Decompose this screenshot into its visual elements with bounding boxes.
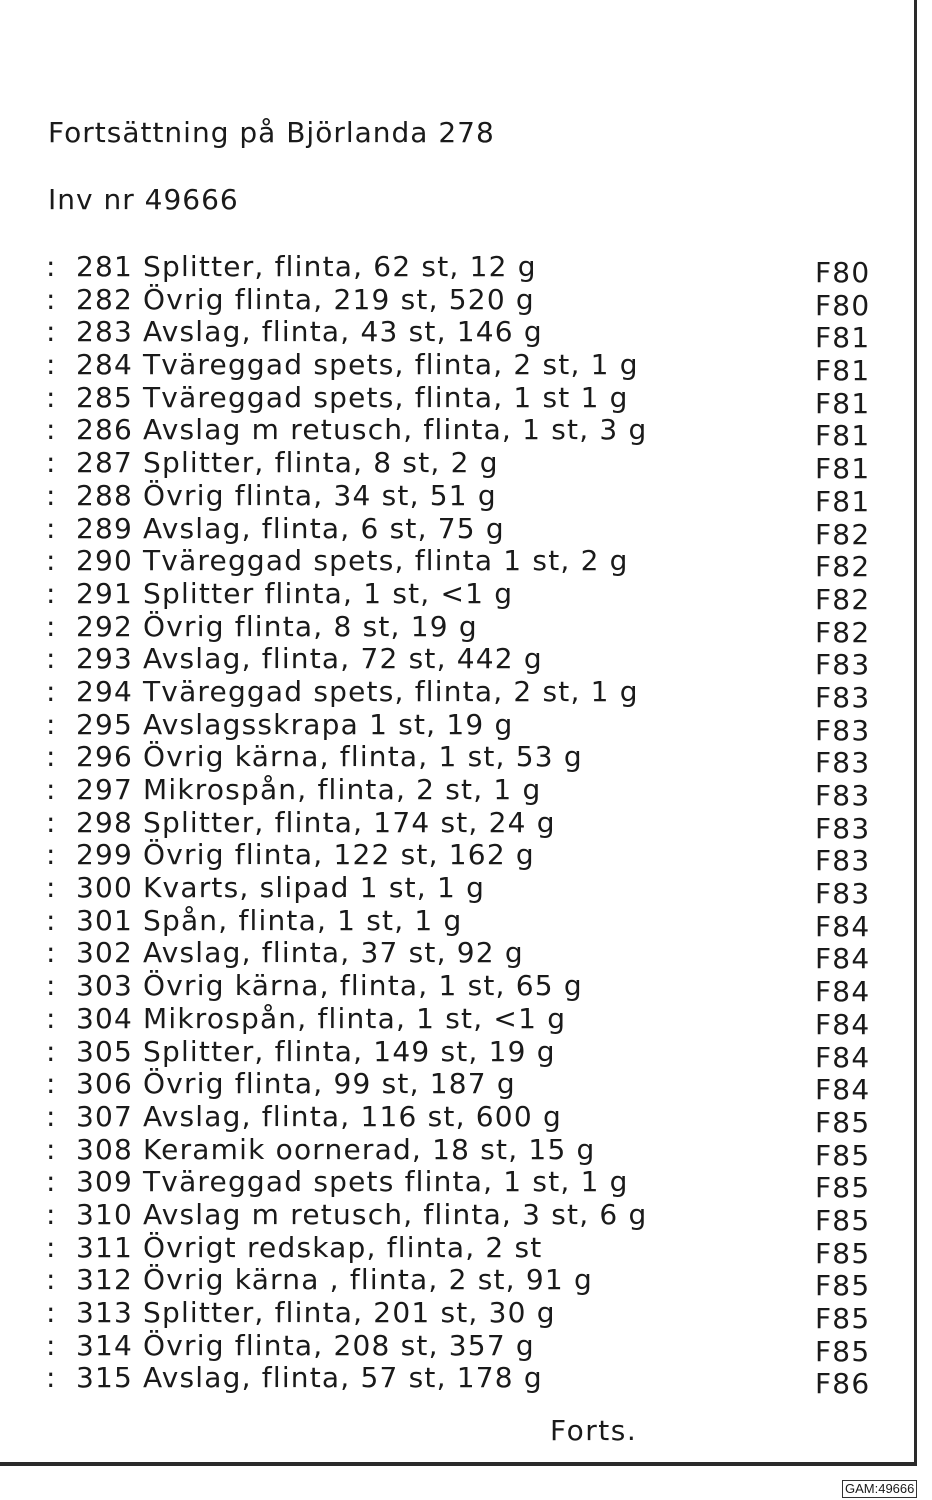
find-code: F85 [815, 1236, 871, 1270]
item-description: Splitter, flinta, 149 st, 19 g [143, 1034, 556, 1068]
item-number: 305 [76, 1034, 134, 1068]
row-marker: : [46, 250, 57, 283]
find-code: F86 [815, 1367, 871, 1401]
item-description: Övrig flinta, 34 st, 51 g [143, 478, 497, 512]
row-marker: : [46, 838, 57, 872]
find-code: F82 [815, 582, 871, 616]
list-item [46, 871, 876, 911]
item-number: 298 [76, 805, 134, 839]
item-number: 311 [76, 1230, 134, 1264]
item-description: Övrig kärna, flinta, 1 st, 65 g [143, 969, 583, 1003]
row-marker: : [46, 348, 57, 382]
list-item [46, 1230, 876, 1270]
row-marker: : [46, 478, 57, 512]
item-list [46, 250, 876, 1401]
find-code: F85 [815, 1203, 871, 1237]
find-code: F83 [815, 779, 871, 812]
item-number: 285 [76, 380, 134, 414]
row-marker: : [46, 1034, 57, 1068]
find-code: F83 [815, 844, 871, 878]
archive-stamp: GAM:49666 [842, 1480, 917, 1498]
row-marker: : [46, 773, 57, 806]
item-number: 291 [76, 576, 134, 610]
list-item [46, 544, 876, 584]
list-item [46, 1165, 876, 1205]
row-marker: : [46, 609, 57, 643]
item-number: 307 [76, 1099, 134, 1133]
row-marker: : [46, 871, 57, 905]
row-marker: : [46, 642, 57, 676]
list-item [46, 1034, 876, 1074]
row-marker: : [46, 1230, 57, 1264]
list-item [46, 773, 876, 812]
item-description: Avslag m retusch, flinta, 3 st, 6 g [143, 1197, 648, 1231]
list-item [46, 348, 876, 388]
item-description: Övrigt redskap, flinta, 2 st [143, 1230, 543, 1264]
list-item [46, 969, 876, 1009]
list-item [46, 1328, 876, 1368]
find-code: F80 [815, 256, 871, 289]
list-item [46, 282, 876, 322]
item-number: 297 [76, 773, 134, 806]
row-marker: : [46, 674, 57, 708]
row-marker: : [46, 1001, 57, 1035]
list-item [46, 1361, 876, 1401]
item-description: Avslag, flinta, 6 st, 75 g [143, 511, 505, 545]
list-item [46, 250, 876, 289]
item-number: 301 [76, 903, 134, 937]
item-number: 310 [76, 1197, 134, 1231]
item-description: Övrig kärna, flinta, 1 st, 53 g [143, 740, 583, 774]
item-number: 315 [76, 1361, 134, 1395]
list-item [46, 1296, 876, 1335]
row-marker: : [46, 903, 57, 937]
list-item [46, 838, 876, 878]
find-code: F83 [815, 746, 871, 780]
item-number: 292 [76, 609, 134, 643]
row-marker: : [46, 315, 57, 349]
item-description: Keramik oornerad, 18 st, 15 g [143, 1132, 596, 1166]
list-item [46, 1132, 876, 1172]
item-number: 304 [76, 1001, 134, 1035]
item-description: Övrig flinta, 122 st, 162 g [143, 838, 535, 872]
row-marker: : [46, 380, 57, 414]
item-description: Splitter, flinta, 62 st, 12 g [143, 250, 537, 283]
row-marker: : [46, 544, 57, 578]
row-marker: : [46, 511, 57, 545]
list-item [46, 315, 876, 355]
find-code: F81 [815, 419, 871, 453]
item-description: Tväreggad spets, flinta, 1 st 1 g [143, 380, 629, 414]
item-description: Tväreggad spets, flinta 1 st, 2 g [143, 544, 629, 578]
row-marker: : [46, 707, 57, 741]
continued-note: Forts. [550, 1414, 638, 1447]
item-number: 293 [76, 642, 134, 676]
item-description: Övrig kärna , flinta, 2 st, 91 g [143, 1263, 593, 1297]
find-code: F84 [815, 1007, 871, 1041]
item-number: 281 [76, 250, 134, 283]
item-description: Tväreggad spets, flinta, 2 st, 1 g [143, 348, 639, 382]
find-code: F84 [815, 909, 871, 943]
row-marker: : [46, 740, 57, 774]
item-description: Mikrospån, flinta, 1 st, <1 g [143, 1001, 567, 1035]
find-code: F85 [815, 1302, 871, 1335]
item-description: Splitter, flinta, 201 st, 30 g [143, 1296, 556, 1329]
list-item [46, 446, 876, 486]
row-marker: : [46, 413, 57, 447]
item-number: 290 [76, 544, 134, 578]
item-description: Splitter, flinta, 174 st, 24 g [143, 805, 556, 839]
item-description: Avslag, flinta, 37 st, 92 g [143, 936, 524, 970]
item-number: 302 [76, 936, 134, 970]
find-code: F84 [815, 1040, 871, 1074]
find-code: F85 [815, 1105, 871, 1139]
item-number: 289 [76, 511, 134, 545]
item-number: 286 [76, 413, 134, 447]
row-marker: : [46, 1263, 57, 1297]
row-marker: : [46, 805, 57, 839]
find-code: F83 [815, 648, 871, 682]
list-item [46, 609, 876, 649]
card-title: Fortsättning på Björlanda 278 [48, 116, 495, 149]
find-code: F83 [815, 680, 871, 714]
item-number: 309 [76, 1165, 134, 1199]
item-number: 288 [76, 478, 134, 512]
item-number: 314 [76, 1328, 134, 1362]
item-description: Spån, flinta, 1 st, 1 g [143, 903, 463, 937]
item-description: Kvarts, slipad 1 st, 1 g [143, 871, 486, 905]
list-item [46, 576, 876, 616]
item-description: Avslagsskrapa 1 st, 19 g [143, 707, 514, 741]
item-description: Mikrospån, flinta, 2 st, 1 g [143, 773, 542, 806]
item-number: 300 [76, 871, 134, 905]
item-number: 308 [76, 1132, 134, 1166]
item-description: Splitter, flinta, 8 st, 2 g [143, 446, 499, 480]
item-number: 294 [76, 674, 134, 708]
item-number: 303 [76, 969, 134, 1003]
item-description: Tväreggad spets, flinta, 2 st, 1 g [143, 674, 639, 708]
item-description: Avslag, flinta, 43 st, 146 g [143, 315, 543, 349]
list-item [46, 1197, 876, 1237]
inventory-number: Inv nr 49666 [48, 183, 239, 216]
find-code: F81 [815, 484, 871, 518]
item-number: 282 [76, 282, 134, 316]
row-marker: : [46, 1067, 57, 1101]
list-item [46, 380, 876, 420]
find-code: F80 [815, 288, 871, 322]
list-item [46, 674, 876, 714]
row-marker: : [46, 446, 57, 480]
find-code: F82 [815, 517, 871, 551]
list-item [46, 511, 876, 551]
find-code: F83 [815, 713, 871, 747]
item-description: Tväreggad spets flinta, 1 st, 1 g [143, 1165, 629, 1199]
item-number: 284 [76, 348, 134, 382]
find-code: F81 [815, 354, 871, 388]
find-code: F83 [815, 877, 871, 911]
find-code: F84 [815, 975, 871, 1009]
list-item [46, 936, 876, 976]
list-item [46, 642, 876, 682]
list-item [46, 707, 876, 747]
find-code: F81 [815, 321, 871, 355]
list-item [46, 903, 876, 943]
row-marker: : [46, 1132, 57, 1166]
find-code: F81 [815, 386, 871, 420]
find-code: F84 [815, 942, 871, 976]
row-marker: : [46, 936, 57, 970]
find-code: F85 [815, 1269, 871, 1303]
item-number: 313 [76, 1296, 134, 1329]
item-number: 283 [76, 315, 134, 349]
item-description: Avslag, flinta, 116 st, 600 g [143, 1099, 562, 1133]
item-description: Övrig flinta, 99 st, 187 g [143, 1067, 516, 1101]
list-item [46, 740, 876, 780]
row-marker: : [46, 282, 57, 316]
list-item [46, 1099, 876, 1139]
list-item [46, 478, 876, 518]
item-description: Splitter flinta, 1 st, <1 g [143, 576, 514, 610]
row-marker: : [46, 576, 57, 610]
list-item [46, 413, 876, 453]
find-code: F83 [815, 811, 871, 845]
find-code: F85 [815, 1138, 871, 1172]
find-code: F82 [815, 615, 871, 649]
row-marker: : [46, 1296, 57, 1329]
list-item [46, 1001, 876, 1041]
item-description: Avslag m retusch, flinta, 1 st, 3 g [143, 413, 648, 447]
find-code: F84 [815, 1073, 871, 1107]
row-marker: : [46, 1165, 57, 1199]
list-item [46, 805, 876, 845]
find-code: F82 [815, 550, 871, 584]
item-description: Övrig flinta, 219 st, 520 g [143, 282, 535, 316]
list-item [46, 1067, 876, 1107]
row-marker: : [46, 1361, 57, 1395]
item-number: 296 [76, 740, 134, 774]
row-marker: : [46, 1099, 57, 1133]
find-code: F85 [815, 1171, 871, 1205]
item-description: Övrig flinta, 8 st, 19 g [143, 609, 478, 643]
find-code: F85 [815, 1334, 871, 1368]
item-number: 287 [76, 446, 134, 480]
row-marker: : [46, 1197, 57, 1231]
item-number: 299 [76, 838, 134, 872]
item-number: 312 [76, 1263, 134, 1297]
row-marker: : [46, 1328, 57, 1362]
find-code: F81 [815, 452, 871, 486]
row-marker: : [46, 969, 57, 1003]
item-description: Avslag, flinta, 72 st, 442 g [143, 642, 543, 676]
list-item [46, 1263, 876, 1303]
item-number: 295 [76, 707, 134, 741]
item-description: Övrig flinta, 208 st, 357 g [143, 1328, 535, 1362]
item-description: Avslag, flinta, 57 st, 178 g [143, 1361, 543, 1395]
item-number: 306 [76, 1067, 134, 1101]
